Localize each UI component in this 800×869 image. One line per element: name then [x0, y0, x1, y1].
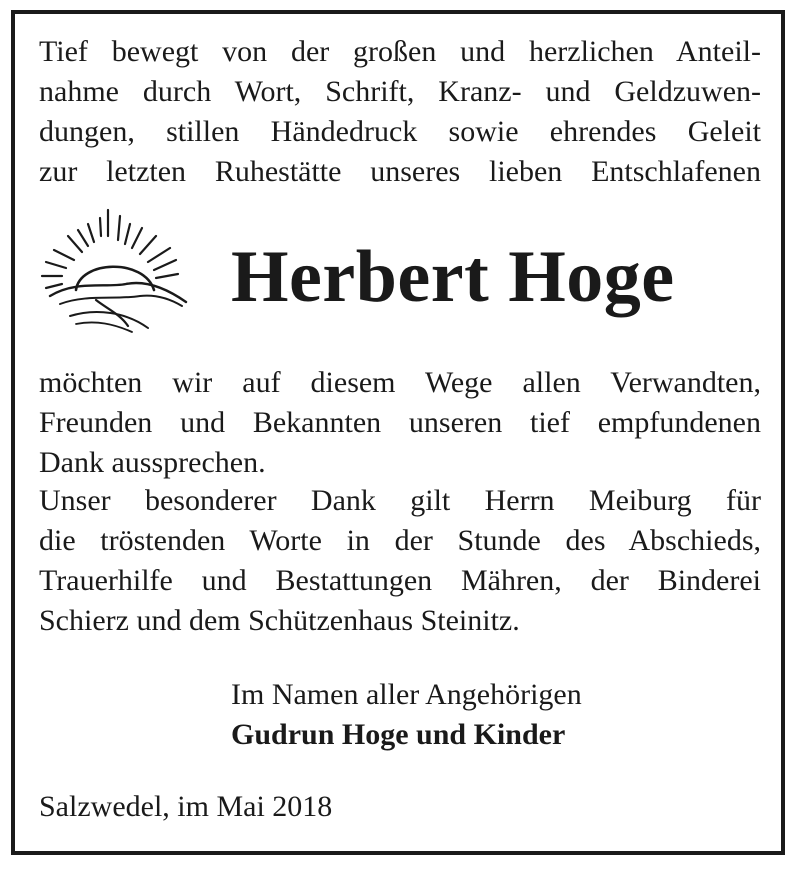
body-line-7: Schierz und dem Schützenhaus Steinitz. — [39, 604, 520, 637]
intro-line-4: zur letzten Ruhestätte unseres lieben Entschlafenen — [39, 155, 761, 188]
body-line-2: Freunden und Bekannten unseren tief empfundenen — [39, 406, 761, 439]
signature-names: Gudrun Hoge und Kinder — [231, 718, 566, 751]
intro-line-2: nahme durch Wort, Schrift, Kranz- und Geldzuwen- — [39, 75, 761, 108]
intro-line-3: dungen, stillen Händedruck sowie ehrendes Geleit — [39, 115, 761, 148]
deceased-name: Herbert Hoge — [231, 236, 675, 318]
body-line-5: die tröstenden Worte in der Stunde des Abschieds, — [39, 524, 761, 557]
body-line-4: Unser besonderer Dank gilt Herrn Meiburg für — [39, 484, 761, 517]
body-line-6: Trauerhilfe und Bestattungen Mähren, der Binderei — [39, 564, 761, 597]
intro-line-1: Tief bewegt von der großen und herzlichen Anteil- — [39, 35, 761, 68]
sunset-over-hills-icon — [36, 204, 192, 334]
signature-line-1: Im Namen aller Angehörigen — [231, 678, 582, 711]
place-date: Salzwedel, im Mai 2018 — [39, 790, 333, 823]
body-line-3: Dank aussprechen. — [39, 446, 266, 479]
body-line-1: möchten wir auf diesem Wege allen Verwandten, — [39, 366, 761, 399]
